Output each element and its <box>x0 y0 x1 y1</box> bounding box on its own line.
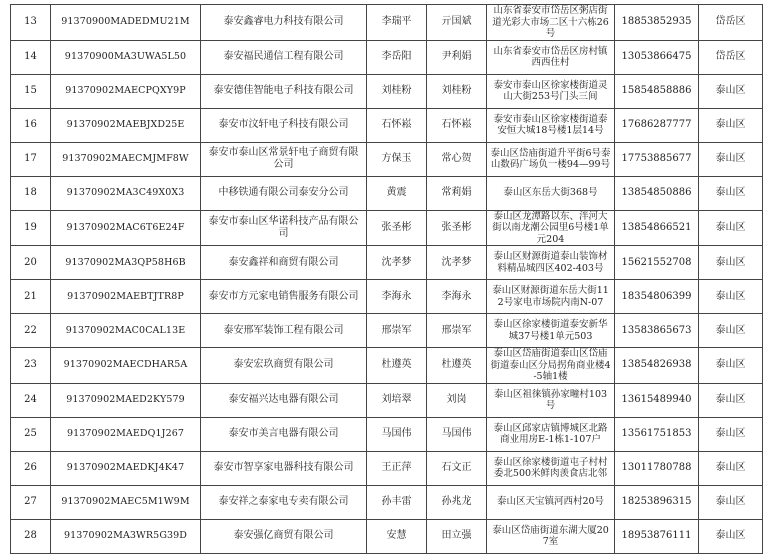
row-number-cell: 15 <box>11 74 51 108</box>
address-cell: 泰安市泰山区徐家楼街道灵山大街253号门头三间 <box>487 74 615 108</box>
legal-representative-cell: 安慧 <box>367 519 427 553</box>
phone-number-cell: 18953876111 <box>615 519 699 553</box>
company-name-cell: 泰安福民通信工程有限公司 <box>201 40 367 74</box>
row-number-cell: 27 <box>11 485 51 519</box>
phone-number-cell: 13854826938 <box>615 348 699 384</box>
row-number-cell: 16 <box>11 108 51 142</box>
contact-person-cell: 亓国斌 <box>427 5 487 41</box>
address-cell: 山东省泰安市岱岳区房村镇西西住村 <box>487 40 615 74</box>
company-name-cell: 泰安市汶轩电子科技有限公司 <box>201 108 367 142</box>
contact-person-cell: 马国伟 <box>427 417 487 451</box>
phone-number-cell: 15621552708 <box>615 246 699 280</box>
district-cell: 岱岳区 <box>699 5 763 41</box>
legal-representative-cell: 李瑞平 <box>367 5 427 41</box>
phone-number-cell: 18853852935 <box>615 5 699 41</box>
row-number-cell: 19 <box>11 210 51 246</box>
contact-person-cell: 石怀崧 <box>427 108 487 142</box>
table-row <box>11 451 763 485</box>
table-row <box>11 40 763 74</box>
phone-number-cell: 13615489940 <box>615 383 699 417</box>
table-row <box>11 314 763 348</box>
contact-person-cell: 张圣彬 <box>427 210 487 246</box>
district-cell: 泰山区 <box>699 348 763 384</box>
district-cell: 泰山区 <box>699 74 763 108</box>
legal-representative-cell: 邢崇军 <box>367 314 427 348</box>
company-name-cell: 泰安强亿商贸有限公司 <box>201 519 367 553</box>
address-cell: 泰山区财源街道东岳大街112号家电市场院内南N-07 <box>487 280 615 314</box>
address-cell: 泰山区岱庙街道泰山区岱庙街道泰山区分局拐角商业楼4-5轴1楼 <box>487 348 615 384</box>
credit-code-cell: 91370902MAEDQ1J267 <box>51 417 201 451</box>
address-cell: 泰山区徐家楼街道泰安新华城37号楼1单元503 <box>487 314 615 348</box>
phone-number-cell: 13854850886 <box>615 176 699 210</box>
legal-representative-cell: 黄震 <box>367 176 427 210</box>
table-row <box>11 74 763 108</box>
phone-number-cell: 13561751853 <box>615 417 699 451</box>
credit-code-cell: 91370902MA3WR5G39D <box>51 519 201 553</box>
address-cell: 泰山区徐家楼街道屯子村村委北500米鲜肉羡食店北邻 <box>487 451 615 485</box>
credit-code-cell: 91370902MAECMJMF8W <box>51 142 201 176</box>
phone-number-cell: 18354806399 <box>615 280 699 314</box>
table-row <box>11 176 763 210</box>
row-number-cell: 14 <box>11 40 51 74</box>
company-name-cell: 泰安市泰山区常景轩电子商贸有限公司 <box>201 142 367 176</box>
contact-person-cell: 孙兆龙 <box>427 485 487 519</box>
contact-person-cell: 石文正 <box>427 451 487 485</box>
district-cell: 泰山区 <box>699 176 763 210</box>
row-number-cell: 13 <box>11 5 51 41</box>
table-row <box>11 108 763 142</box>
phone-number-cell: 17686287777 <box>615 108 699 142</box>
document-page <box>10 4 762 554</box>
table-row <box>11 142 763 176</box>
company-name-cell: 泰安鑫祥和商贸有限公司 <box>201 246 367 280</box>
company-name-cell: 泰安德佳智能电子科技有限公司 <box>201 74 367 108</box>
row-number-cell: 28 <box>11 519 51 553</box>
company-name-cell: 泰安市美言电器有限公司 <box>201 417 367 451</box>
credit-code-cell: 91370902MAEC5M1W9M <box>51 485 201 519</box>
district-cell: 泰山区 <box>699 451 763 485</box>
table-row <box>11 210 763 246</box>
legal-representative-cell: 马国伟 <box>367 417 427 451</box>
credit-code-cell: 91370902MAECPQXY9P <box>51 74 201 108</box>
table-row <box>11 383 763 417</box>
row-number-cell: 25 <box>11 417 51 451</box>
phone-number-cell: 13583865673 <box>615 314 699 348</box>
table-row <box>11 417 763 451</box>
company-name-cell: 泰安宏玖商贸有限公司 <box>201 348 367 384</box>
district-cell: 泰山区 <box>699 417 763 451</box>
address-cell: 泰山区东岳大街368号 <box>487 176 615 210</box>
district-cell: 岱岳区 <box>699 40 763 74</box>
legal-representative-cell: 沈孝梦 <box>367 246 427 280</box>
company-name-cell: 泰安市方元家电销售服务有限公司 <box>201 280 367 314</box>
row-number-cell: 23 <box>11 348 51 384</box>
address-cell: 泰山区天宝镇河西村20号 <box>487 485 615 519</box>
contact-person-cell: 沈孝梦 <box>427 246 487 280</box>
legal-representative-cell: 张圣彬 <box>367 210 427 246</box>
legal-representative-cell: 王正萍 <box>367 451 427 485</box>
credit-code-cell: 91370902MAED2KY579 <box>51 383 201 417</box>
phone-number-cell: 18253896315 <box>615 485 699 519</box>
legal-representative-cell: 杜遵英 <box>367 348 427 384</box>
row-number-cell: 20 <box>11 246 51 280</box>
table-row <box>11 348 763 384</box>
row-number-cell: 26 <box>11 451 51 485</box>
credit-code-cell: 91370902MA3QP58H6B <box>51 246 201 280</box>
phone-number-cell: 13053866475 <box>615 40 699 74</box>
credit-code-cell: 91370902MAECDHAR5A <box>51 348 201 384</box>
row-number-cell: 22 <box>11 314 51 348</box>
district-cell: 泰山区 <box>699 485 763 519</box>
address-cell: 泰山区龙潭路以东、泮河大街以南龙潮公园里6号楼1单元204 <box>487 210 615 246</box>
district-cell: 泰山区 <box>699 383 763 417</box>
address-cell: 泰山区岱庙街道东湖大厦207室 <box>487 519 615 553</box>
address-cell: 泰安市泰山区徐家楼街道泰安恒大城18号楼1层14号 <box>487 108 615 142</box>
district-cell: 泰山区 <box>699 246 763 280</box>
legal-representative-cell: 李岳阳 <box>367 40 427 74</box>
contact-person-cell: 邢崇军 <box>427 314 487 348</box>
district-cell: 泰山区 <box>699 519 763 553</box>
contact-person-cell: 常心贺 <box>427 142 487 176</box>
district-cell: 泰山区 <box>699 210 763 246</box>
table-row <box>11 519 763 553</box>
address-cell: 泰山区岱庙街道升平街6号泰山数码广场负一楼94—99号 <box>487 142 615 176</box>
contact-person-cell: 刘岗 <box>427 383 487 417</box>
phone-number-cell: 13011780788 <box>615 451 699 485</box>
legal-representative-cell: 石怀崧 <box>367 108 427 142</box>
district-cell: 泰山区 <box>699 108 763 142</box>
address-cell: 泰山区邱家店镇博城区北路商业用房E-1栋1-107户 <box>487 417 615 451</box>
company-name-cell: 中移铁通有限公司泰安分公司 <box>201 176 367 210</box>
table-body <box>11 5 763 554</box>
table-row <box>11 280 763 314</box>
legal-representative-cell: 方保玉 <box>367 142 427 176</box>
phone-number-cell: 17753885677 <box>615 142 699 176</box>
row-number-cell: 21 <box>11 280 51 314</box>
credit-code-cell: 91370902MA3C49X0X3 <box>51 176 201 210</box>
phone-number-cell: 15854858886 <box>615 74 699 108</box>
company-name-cell: 泰安市智享家电器科技有限公司 <box>201 451 367 485</box>
credit-code-cell: 91370900MA3UWA5L50 <box>51 40 201 74</box>
legal-representative-cell: 刘培翠 <box>367 383 427 417</box>
district-cell: 泰山区 <box>699 142 763 176</box>
phone-number-cell: 13854866521 <box>615 210 699 246</box>
company-name-cell: 泰安鑫睿电力科技有限公司 <box>201 5 367 41</box>
address-cell: 泰山区财源街道泰山装饰材料精品城四区402-403号 <box>487 246 615 280</box>
company-name-cell: 泰安福兴达电器有限公司 <box>201 383 367 417</box>
credit-code-cell: 91370902MAC0CAL13E <box>51 314 201 348</box>
contact-person-cell: 常莉娟 <box>427 176 487 210</box>
table-row <box>11 5 763 41</box>
credit-code-cell: 91370902MAEDKJ4K47 <box>51 451 201 485</box>
credit-code-cell: 91370902MAEBJXD25E <box>51 108 201 142</box>
district-cell: 泰山区 <box>699 314 763 348</box>
contact-person-cell: 杜遵英 <box>427 348 487 384</box>
credit-code-cell: 91370902MAC6T6E24F <box>51 210 201 246</box>
company-name-cell: 泰安邢军装饰工程有限公司 <box>201 314 367 348</box>
company-name-cell: 泰安祥之泰家电专卖有限公司 <box>201 485 367 519</box>
contact-person-cell: 尹利娟 <box>427 40 487 74</box>
row-number-cell: 24 <box>11 383 51 417</box>
address-cell: 山东省泰安市岱岳区粥店街道光彩大市场二区十六栋26号 <box>487 5 615 41</box>
legal-representative-cell: 刘桂粉 <box>367 74 427 108</box>
table-row <box>11 246 763 280</box>
credit-code-cell: 91370900MADEDMU21M <box>51 5 201 41</box>
legal-representative-cell: 孙丰雷 <box>367 485 427 519</box>
credit-code-cell: 91370902MAEBTJTR8P <box>51 280 201 314</box>
contact-person-cell: 刘桂粉 <box>427 74 487 108</box>
contact-person-cell: 李海永 <box>427 280 487 314</box>
row-number-cell: 17 <box>11 142 51 176</box>
table-row <box>11 485 763 519</box>
company-table <box>10 4 763 554</box>
contact-person-cell: 田立强 <box>427 519 487 553</box>
row-number-cell: 18 <box>11 176 51 210</box>
district-cell: 泰山区 <box>699 280 763 314</box>
address-cell: 泰山区祖徕镇孙家疃村103号 <box>487 383 615 417</box>
legal-representative-cell: 李海永 <box>367 280 427 314</box>
company-name-cell: 泰安市泰山区华诺科技产品有限公司 <box>201 210 367 246</box>
